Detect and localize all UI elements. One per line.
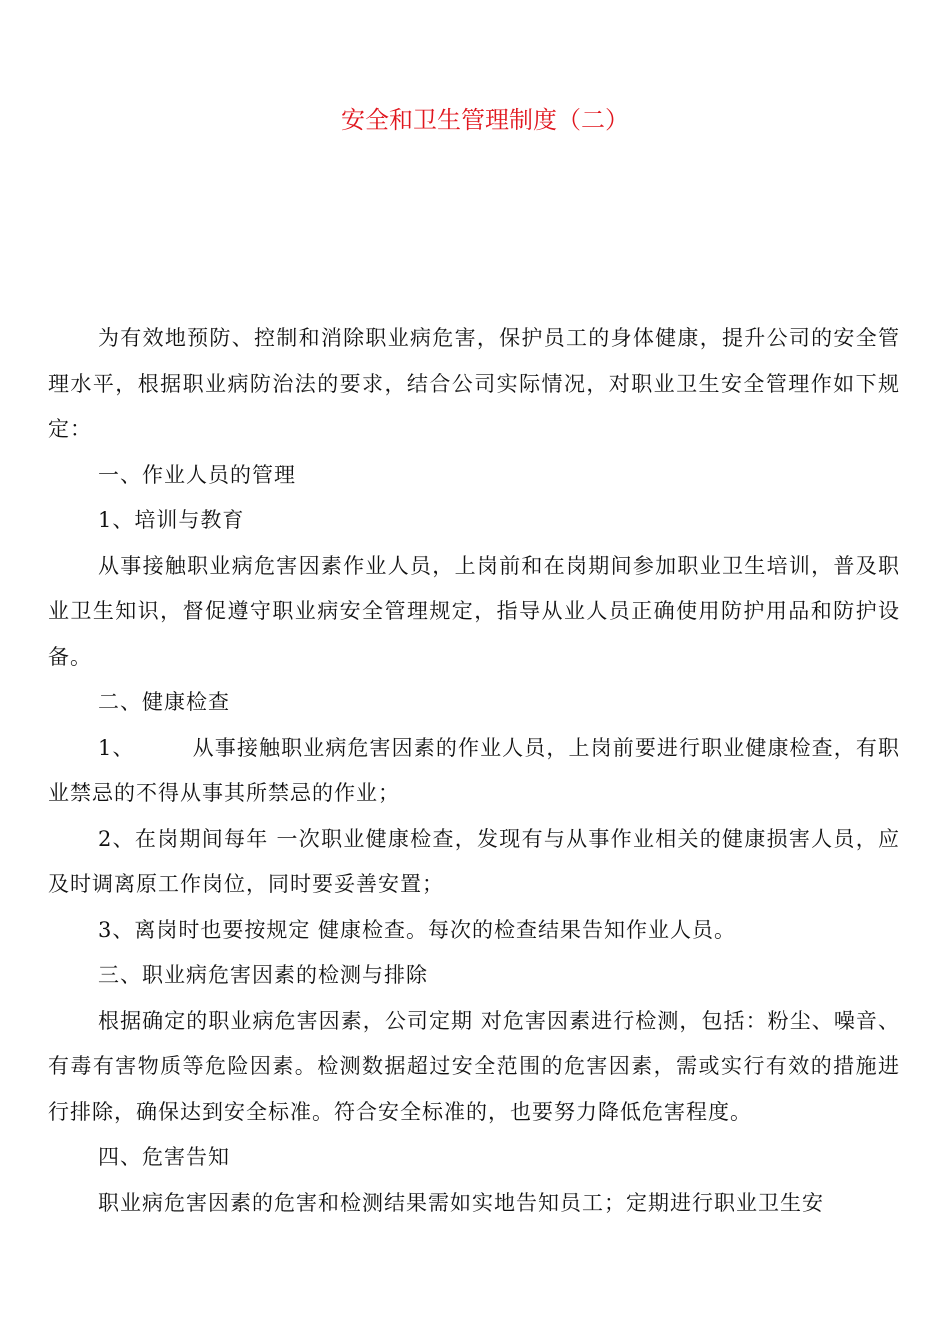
subheading-training: 1、培训与教育 [98, 508, 245, 532]
section-heading-notification: 四、危害告知 [98, 1145, 230, 1169]
document-title: 安全和卫生管理制度（二） [341, 106, 629, 134]
training-paragraph: 从事接触职业病危害因素作业人员，上岗前和在岗期间参加职业卫生培训，普及职业卫生知识，督促遵守职业病安全管理规定，指导从业人员正确使用防护用品和防护设备。 [48, 553, 900, 669]
detection-paragraph: 根据确定的职业病危害因素，公司定期 对危害因素进行检测，包括：粉尘、噪音、有毒有害物质等危险因素。检测数据超过安全范围的危害因素，需或实行有效的措施进行排除，确保达到安全标准。符合安全标准的，也要努力降低危害程度。 [48, 1008, 900, 1124]
health-check-item-3: 3、离岗时也要按规定 健康检查。每次的检查结果告知作业人员。 [98, 917, 737, 942]
item-text: 从事接触职业病危害因素的作业人员，上岗前要进行职业健康检查，有职业禁忌的不得从事其所禁忌的作业； [48, 735, 900, 805]
item-number: 1、 [98, 735, 135, 760]
health-check-item-2: 2、在岗期间每年 一次职业健康检查，发现有与从事作业相关的健康损害人员，应及时调离原工作岗位，同时要妥善安置； [48, 826, 900, 896]
intro-paragraph: 为有效地预防、控制和消除职业病危害，保护员工的身体健康，提升公司的安全管理水平，根据职业病防治法的要求，结合公司实际情况，对职业卫生安全管理作如下规定： [48, 326, 900, 441]
section-heading-personnel: 一、作业人员的管理 [98, 462, 296, 487]
document-body [48, 316, 900, 1226]
section-heading-health-check: 二、健康检查 [98, 690, 230, 714]
section-heading-detection: 三、职业病危害因素的检测与排除 [98, 963, 428, 987]
notification-paragraph: 职业病危害因素的危害和检测结果需如实地告知员工；定期进行职业卫生安 [98, 1190, 824, 1215]
health-check-item-1 [48, 726, 900, 817]
